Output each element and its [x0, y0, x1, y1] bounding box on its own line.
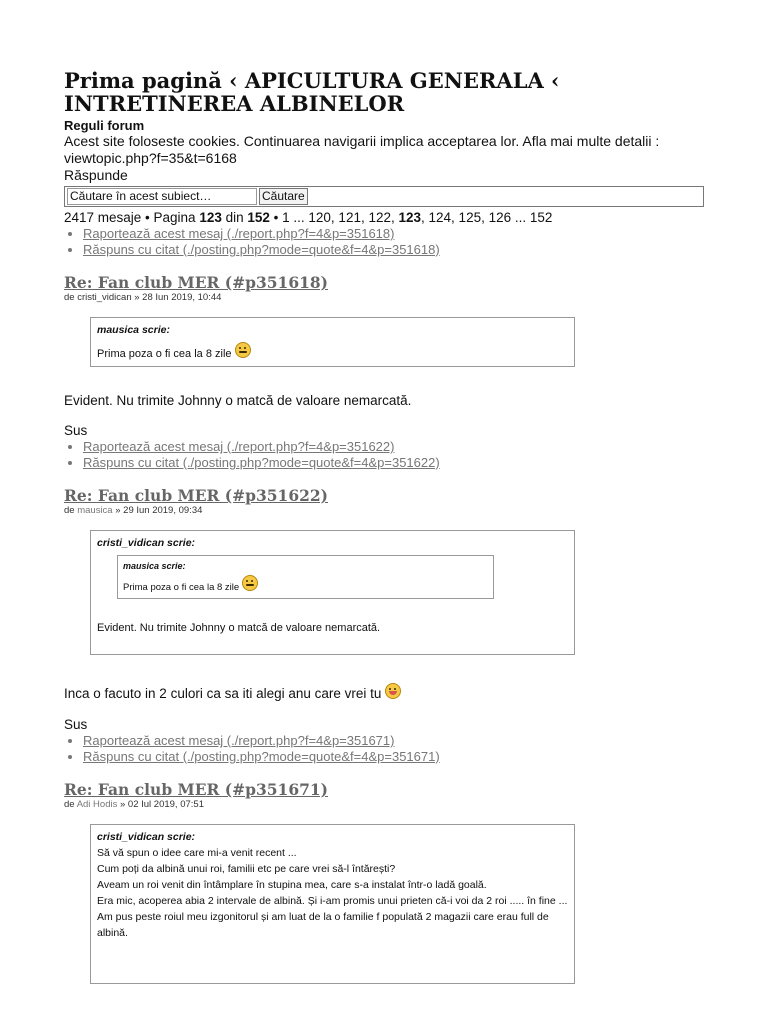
pagination-current-page: 123: [398, 210, 422, 225]
topic-search-form: [64, 186, 704, 207]
post-title[interactable]: Re: Fan club MER (#p351618): [64, 273, 329, 292]
post: [64, 274, 704, 471]
quote-line: Era mic, acoperea abia 2 intervale de albină. Și i-am promis unui prieten că-i voi da 2 roi ..... în fine ...: [97, 895, 568, 907]
reply-link[interactable]: Răspunde: [64, 167, 128, 183]
pagination-of: din: [221, 210, 248, 225]
quote-line: Aveam un roi venit din întâmplare în stupina mea, care s-a instalat într-o ladă goală.: [97, 879, 487, 891]
topic-search-input[interactable]: Căutare în acest subiect…: [67, 188, 257, 205]
post-author-link[interactable]: mausica: [77, 505, 113, 516]
blockquote: [90, 530, 575, 655]
report-post-link[interactable]: Raportează acest mesaj (./report.php?f=4&p=351622): [83, 439, 395, 454]
post-byline: [64, 799, 704, 810]
report-post-link[interactable]: Raportează acest mesaj (./report.php?f=4&p=351671): [83, 733, 395, 748]
nested-quote-body: [123, 575, 488, 595]
quote-reply-link[interactable]: Răspuns cu citat (./posting.php?mode=quote&f=4&p=351622): [83, 455, 440, 470]
list-item: [83, 749, 704, 765]
quote-reply-link[interactable]: Răspuns cu citat (./posting.php?mode=quote&f=4&p=351671): [83, 749, 440, 764]
quote-text: Evident. Nu trimite Johnny o matcă de valoare nemarcată.: [97, 622, 381, 634]
post-actions: [64, 733, 704, 765]
pagination-current: 123: [199, 210, 222, 225]
quote-text: Prima poza o fi cea la 8 zile: [97, 348, 232, 360]
post-title[interactable]: Re: Fan club MER (#p351671): [64, 780, 329, 799]
blockquote: [90, 824, 575, 984]
post: [64, 781, 704, 984]
smiley-icon: [242, 575, 258, 591]
post-byline: [64, 505, 704, 516]
list-item: [83, 733, 704, 749]
post-actions: [64, 439, 704, 471]
post-author-link[interactable]: Adi Hodis: [76, 799, 118, 810]
post-author-link[interactable]: cristi_vidican: [77, 292, 132, 303]
post-text-content: Inca o facuto in 2 culori ca sa iti alegi anu care vrei tu: [64, 686, 382, 701]
page-title-breadcrumb[interactable]: Prima pagină ‹ APICULTURA GENERALA ‹ INTRETINEREA ALBINELOR: [64, 68, 560, 116]
search-button[interactable]: Căutare: [259, 188, 308, 205]
nested-quote-text: Prima poza o fi cea la 8 zile: [123, 582, 240, 593]
cookie-notice: Acest site foloseste cookies. Continuarea navigarii implica acceptarea lor. Afla mai multe detalii : viewtopic.php?f=35&t=6168: [64, 133, 660, 166]
post-date: » 29 Iun 2019, 09:34: [112, 505, 203, 516]
smiley-icon: [235, 342, 251, 358]
post-text: [64, 683, 704, 702]
post-title[interactable]: Re: Fan club MER (#p351622): [64, 486, 329, 505]
post-byline: [64, 292, 704, 303]
list-item: [83, 242, 704, 258]
forum-rules-link[interactable]: Reguli forum: [64, 118, 145, 133]
quote-reply-link[interactable]: Răspuns cu citat (./posting.php?mode=quote&f=4&p=351618): [83, 242, 440, 257]
byline-prefix: de: [64, 292, 78, 303]
list-item: [83, 226, 704, 242]
report-post-link[interactable]: Raportează acest mesaj (./report.php?f=4&p=351618): [83, 226, 395, 241]
quote-line: Să vă spun o idee care mi-a venit recent ...: [97, 847, 297, 859]
blockquote: [90, 317, 575, 367]
back-to-top-link[interactable]: Sus: [64, 717, 88, 732]
pagination-total: 152: [247, 210, 270, 225]
quote-author: cristi_vidican scrie:: [97, 537, 196, 549]
post-date: » 02 Iul 2019, 07:51: [117, 799, 204, 810]
back-to-top-link[interactable]: Sus: [64, 423, 88, 438]
quote-author: cristi_vidican scrie:: [97, 831, 196, 843]
list-item: [83, 439, 704, 455]
post-text: Evident. Nu trimite Johnny o matcă de valoare nemarcată.: [64, 393, 412, 408]
pagination-links[interactable]: • 1 ... 120, 121, 122,: [269, 210, 399, 225]
byline-prefix: de: [64, 799, 77, 810]
post-actions-top: [64, 226, 704, 258]
post-date: » 28 Iun 2019, 10:44: [131, 292, 222, 303]
quote-author: mausica scrie:: [97, 324, 170, 336]
list-item: [83, 455, 704, 471]
pagination-more-links[interactable]: , 124, 125, 126 ... 152: [421, 210, 553, 225]
byline-prefix: de: [64, 505, 78, 516]
nested-quote-author: mausica scrie:: [123, 561, 186, 571]
pagination-prefix: 2417 mesaje • Pagina: [64, 210, 200, 225]
tongue-smiley-icon: [385, 683, 401, 699]
quote-body: [97, 342, 568, 362]
quote-line: Am pus peste roiul meu izgonitorul și am luat de la o familie f populată 2 magazii care erau full de albină.: [97, 911, 549, 939]
nested-blockquote: [117, 555, 494, 599]
quote-line: Cum poți da albină unui roi, familii etc pe care vrei să-l întărești?: [97, 863, 396, 875]
pagination: [64, 210, 704, 226]
post: [64, 487, 704, 765]
